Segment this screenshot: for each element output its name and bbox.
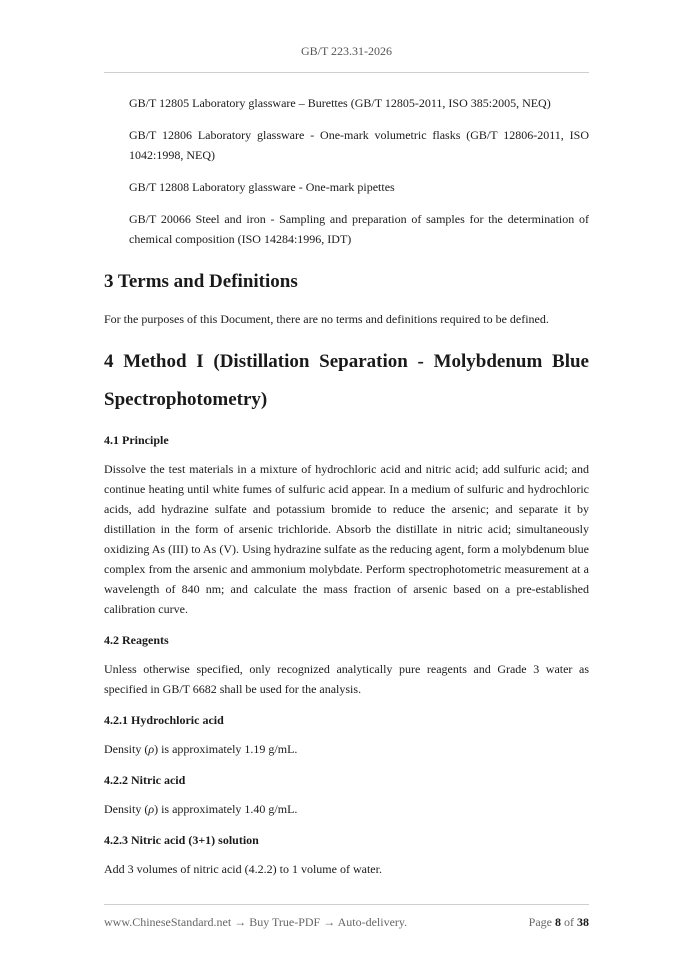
section-3-heading: 3 Terms and Definitions <box>104 271 298 292</box>
page-label: Page <box>528 915 552 929</box>
density-symbol: ρ <box>148 802 155 816</box>
section-4-2-heading: 4.2 Reagents <box>104 633 169 647</box>
page-footer <box>104 915 589 930</box>
section-4-heading-line1: 4 Method I (Distillation Separation - Molybdenum Blue <box>104 351 589 372</box>
buy-link[interactable]: Buy True-PDF <box>249 915 321 929</box>
text-part: Density ( <box>104 802 149 816</box>
section-4-heading <box>104 343 589 419</box>
section-4-2-1-text <box>104 739 589 759</box>
reference-item: GB/T 12806 Laboratory glassware - One-mark volumetric flasks (GB/T 12806-2011, ISO 1042:1998, NEQ) <box>129 128 589 162</box>
reference-item: GB/T 12805 Laboratory glassware – Burettes (GB/T 12805-2011, ISO 385:2005, NEQ) <box>129 96 551 110</box>
total-pages: 38 <box>577 915 589 929</box>
reference-item: GB/T 12808 Laboratory glassware - One-mark pipettes <box>129 180 395 194</box>
of-label: of <box>564 915 574 929</box>
section-4-2-1-heading: 4.2.1 Hydrochloric acid <box>104 713 224 727</box>
section-4-1-heading: 4.1 Principle <box>104 433 169 447</box>
density-symbol: ρ <box>148 742 155 756</box>
text-part: ) is approximately 1.19 g/mL. <box>154 742 298 756</box>
section-3-text: For the purposes of this Document, there are no terms and definitions required to be defined. <box>104 312 549 326</box>
arrow-icon: → <box>234 915 247 929</box>
section-4-heading-line2: Spectrophotometry) <box>104 389 268 410</box>
page-content <box>104 93 589 889</box>
arrow-icon: → <box>323 915 336 929</box>
site-link[interactable]: www.ChineseStandard.net <box>104 915 232 929</box>
section-4-2-2-text <box>104 799 589 819</box>
header-divider <box>104 72 589 73</box>
section-4-2-2-heading: 4.2.2 Nitric acid <box>104 773 186 787</box>
section-4-2-3-heading: 4.2.3 Nitric acid (3+1) solution <box>104 833 259 847</box>
page-indicator <box>529 915 589 930</box>
delivery-text: Auto-delivery. <box>337 915 408 929</box>
footer-divider <box>104 904 589 905</box>
section-4-1-text: Dissolve the test materials in a mixture of hydrochloric acid and nitric acid; add sulfuric acid; and continue heating until white fumes of sulfuric acid appear. In a medium of sulfuric and hydrochloric acids, add hydrazine sulfate and potassium bromide to reduce the arsenic; and separate it by distillation in the form of arsenic trichloride. Absorb the distillate in nitric acid; simultaneously oxidizing As (III) to As (V). Using hydrazine sulfate as the reducing agent, form a molybdenum blue complex from the arsenic and ammonium molybdate. Perform spectrophotometric measurement at a wavelength of 840 nm; and calculate the mass fraction of arsenic based on a pre-established calibration curve. <box>104 462 589 616</box>
reference-item: GB/T 20066 Steel and iron - Sampling and preparation of samples for the determination of chemical composition (ISO 14284:1996, IDT) <box>129 212 589 246</box>
section-4-2-text: Unless otherwise specified, only recognized analytically pure reagents and Grade 3 water as specified in GB/T 6682 shall be used for the analysis. <box>104 662 589 696</box>
text-part: Density ( <box>104 742 149 756</box>
running-header: GB/T 223.31-2026 <box>300 44 393 58</box>
footer-links <box>104 915 407 930</box>
section-4-2-3-text: Add 3 volumes of nitric acid (4.2.2) to 1 volume of water. <box>104 862 382 876</box>
page-number: 8 <box>555 915 561 929</box>
text-part: ) is approximately 1.40 g/mL. <box>154 802 298 816</box>
